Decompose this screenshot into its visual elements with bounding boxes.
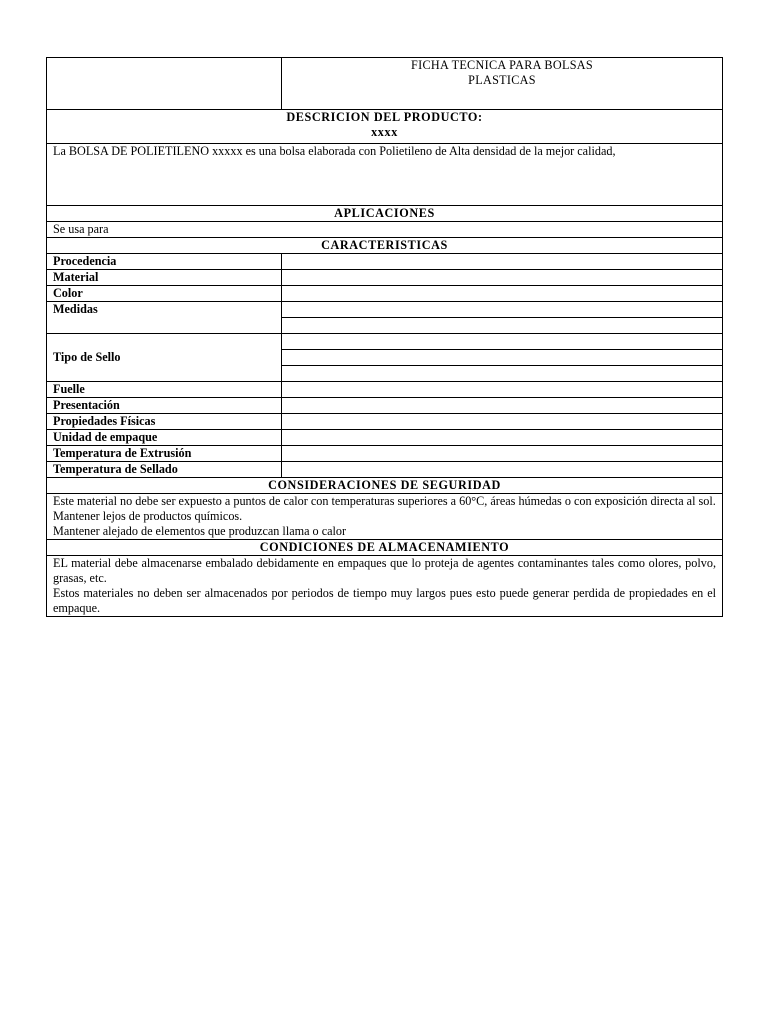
label-material: Material	[47, 270, 282, 286]
storage-row	[47, 556, 723, 617]
document-title: FICHA TECNICA PARA BOLSAS PLASTICAS	[282, 58, 723, 110]
safety-heading-row	[47, 478, 723, 494]
safety-row	[47, 494, 723, 540]
char-row-tipo-sello	[47, 334, 723, 350]
storage-text	[47, 556, 723, 617]
label-propiedades: Propiedades Físicas	[47, 414, 282, 430]
value-medidas-2	[282, 318, 723, 334]
value-medidas-1	[282, 302, 723, 318]
safety-paragraph-3: Mantener alejado de elementos que produzcan llama o calor	[53, 524, 347, 538]
value-procedencia	[282, 254, 723, 270]
value-material	[282, 270, 723, 286]
value-color	[282, 286, 723, 302]
description-heading-row	[47, 110, 723, 144]
safety-paragraph-2: Mantener lejos de productos químicos.	[53, 509, 243, 523]
safety-paragraph-1: Este material no debe ser expuesto a puntos de calor con temperaturas superiores a 60°C, áreas húmedas o con exposición directa al sol.	[53, 494, 716, 508]
label-presentacion: Presentación	[47, 398, 282, 414]
label-color: Color	[47, 286, 282, 302]
applications-heading: APLICACIONES	[47, 206, 723, 222]
value-tipo-sello-3	[282, 366, 723, 382]
technical-sheet-table	[46, 57, 723, 617]
label-unidad: Unidad de empaque	[47, 430, 282, 446]
value-temp-extrusion	[282, 446, 723, 462]
label-medidas: Medidas	[47, 302, 282, 334]
applications-heading-row	[47, 206, 723, 222]
label-temp-sellado: Temperatura de Sellado	[47, 462, 282, 478]
label-temp-extrusion: Temperatura de Extrusión	[47, 446, 282, 462]
product-code: xxxx	[371, 125, 398, 139]
logo-cell	[47, 58, 282, 110]
value-tipo-sello-1	[282, 334, 723, 350]
value-temp-sellado	[282, 462, 723, 478]
char-row-propiedades	[47, 414, 723, 430]
value-unidad	[282, 430, 723, 446]
char-row-temp-extrusion	[47, 446, 723, 462]
char-row-temp-sellado	[47, 462, 723, 478]
storage-heading: CONDICIONES DE ALMACENAMIENTO	[47, 540, 723, 556]
char-row-procedencia	[47, 254, 723, 270]
value-presentacion	[282, 398, 723, 414]
char-row-unidad	[47, 430, 723, 446]
safety-heading: CONSIDERACIONES DE SEGURIDAD	[47, 478, 723, 494]
storage-paragraph-1: EL material debe almacenarse embalado debidamente en empaques que lo proteja de agentes contaminantes tales como olores, polvo, grasas, etc.	[53, 556, 716, 585]
applications-text: Se usa para	[47, 222, 723, 238]
description-heading: DESCRICION DEL PRODUCTO: xxxx	[47, 110, 723, 144]
title-row	[47, 58, 723, 110]
storage-heading-row	[47, 540, 723, 556]
safety-text	[47, 494, 723, 540]
value-tipo-sello-2	[282, 350, 723, 366]
char-row-color	[47, 286, 723, 302]
characteristics-heading: CARACTERISTICAS	[47, 238, 723, 254]
description-text: La BOLSA DE POLIETILENO xxxxx es una bolsa elaborada con Polietileno de Alta densidad de la mejor calidad,	[47, 144, 723, 206]
description-row	[47, 144, 723, 206]
char-row-fuelle	[47, 382, 723, 398]
label-procedencia: Procedencia	[47, 254, 282, 270]
char-row-medidas	[47, 302, 723, 318]
char-row-material	[47, 270, 723, 286]
label-tipo-sello: Tipo de Sello	[47, 334, 282, 382]
value-fuelle	[282, 382, 723, 398]
characteristics-heading-row	[47, 238, 723, 254]
storage-paragraph-2: Estos materiales no deben ser almacenados por periodos de tiempo muy largos pues esto puede generar perdida de propiedades en el empaque.	[53, 586, 716, 615]
char-row-presentacion	[47, 398, 723, 414]
applications-row	[47, 222, 723, 238]
label-fuelle: Fuelle	[47, 382, 282, 398]
value-propiedades	[282, 414, 723, 430]
